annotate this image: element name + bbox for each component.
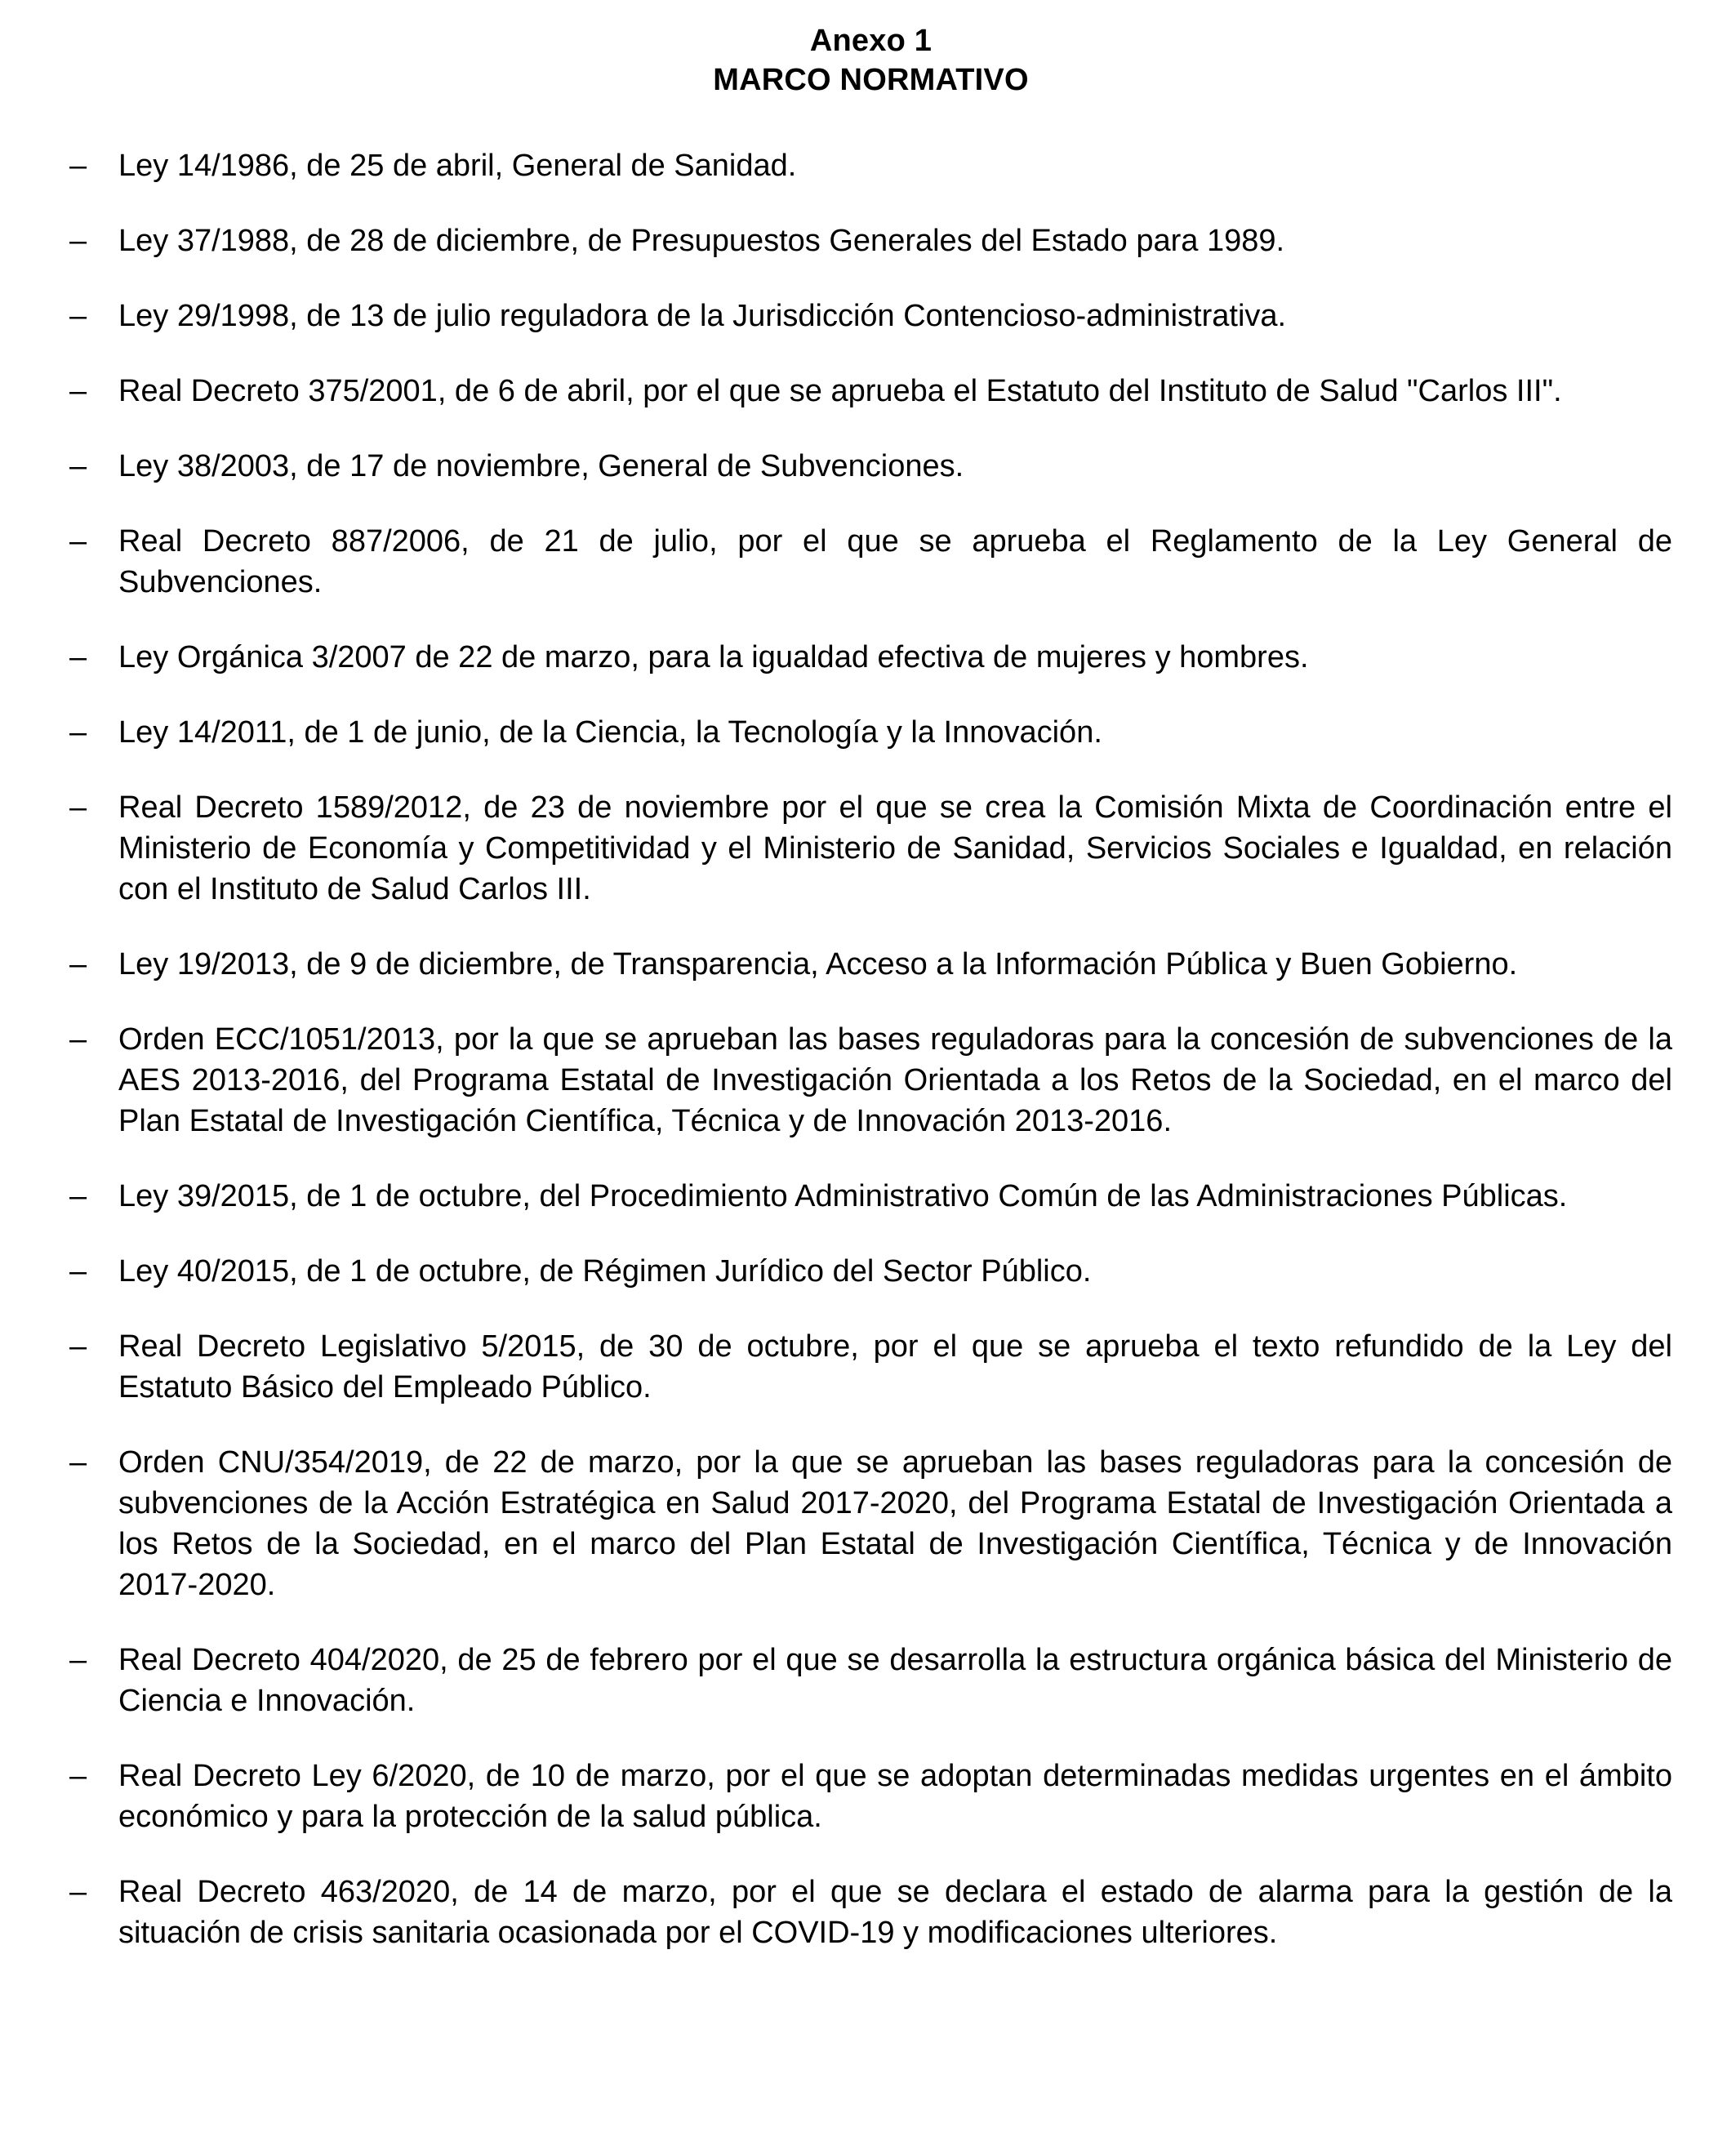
- dash-bullet: –: [69, 224, 87, 258]
- law-text: Real Decreto Ley 6/2020, de 10 de marzo, por el que se adoptan determinadas medidas urgentes en el ámbito económico y para la protección de la salud pública.: [118, 1759, 1672, 1834]
- law-text: Ley 19/2013, de 9 de diciembre, de Transparencia, Acceso a la Información Pública y Buen Gobierno.: [118, 947, 1518, 982]
- list-item: [69, 637, 1672, 678]
- list-item: [69, 1251, 1672, 1292]
- law-text: Ley Orgánica 3/2007 de 22 de marzo, para la igualdad efectiva de mujeres y hombres.: [118, 640, 1309, 674]
- list-item: [69, 296, 1672, 336]
- page-title: MARCO NORMATIVO: [713, 63, 1029, 97]
- dash-bullet: –: [69, 1179, 87, 1213]
- list-item: [69, 1756, 1672, 1837]
- list-item: [69, 145, 1672, 186]
- dash-bullet: –: [69, 1329, 87, 1364]
- dash-bullet: –: [69, 1875, 87, 1909]
- law-text: Real Decreto 375/2001, de 6 de abril, por el que se aprueba el Estatuto del Instituto de Salud "Carlos III".: [118, 374, 1562, 408]
- list-item: [69, 521, 1672, 603]
- law-text: Real Decreto Legislativo 5/2015, de 30 de octubre, por el que se aprueba el texto refundido de la Ley del Estatuto Básico del Empleado Público.: [118, 1329, 1672, 1404]
- dash-bullet: –: [69, 1254, 87, 1289]
- law-text: Ley 40/2015, de 1 de octubre, de Régimen Jurídico del Sector Público.: [118, 1254, 1092, 1289]
- dash-bullet: –: [69, 947, 87, 982]
- dash-bullet: –: [69, 524, 87, 559]
- list-item: [69, 1640, 1672, 1721]
- list-item: [69, 1019, 1672, 1142]
- dash-bullet: –: [69, 299, 87, 333]
- law-text: Ley 14/1986, de 25 de abril, General de Sanidad.: [118, 149, 797, 183]
- dash-bullet: –: [69, 1445, 87, 1480]
- law-text: Real Decreto 404/2020, de 25 de febrero por el que se desarrolla la estructura orgánica básica del Ministerio de Ciencia e Innovación.: [118, 1643, 1672, 1718]
- law-text: Real Decreto 1589/2012, de 23 de noviembre por el que se crea la Comisión Mixta de Coordinación entre el Ministerio de Economía y Competitividad y el Ministerio de Sanidad, Servicios Sociales e Igualdad, en relación con el Instituto de Salud Carlos III.: [118, 790, 1672, 906]
- law-text: Ley 37/1988, de 28 de diciembre, de Presupuestos Generales del Estado para 1989.: [118, 224, 1285, 258]
- list-item: [69, 944, 1672, 985]
- list-item: [69, 446, 1672, 487]
- law-text: Real Decreto 463/2020, de 14 de marzo, por el que se declara el estado de alarma para la gestión de la situación de crisis sanitaria ocasionada por el COVID-19 y modificaciones ulteriores.: [118, 1875, 1672, 1950]
- list-item: [69, 712, 1672, 753]
- list-item: [69, 1176, 1672, 1217]
- dash-bullet: –: [69, 149, 87, 183]
- law-text: Orden CNU/354/2019, de 22 de marzo, por la que se aprueban las bases reguladoras para la concesión de subvenciones de la Acción Estratégica en Salud 2017-2020, del Programa Estatal de Investigación Orientada a los Retos de la Sociedad, en el marco del Plan Estatal de Investigación Científica, Técnica y de Innovación 2017-2020.: [118, 1445, 1672, 1602]
- dash-bullet: –: [69, 640, 87, 674]
- law-text: Orden ECC/1051/2013, por la que se aprueban las bases reguladoras para la concesión de subvenciones de la AES 2013-2016, del Programa Estatal de Investigación Orientada a los Retos de la Sociedad, en el marco del Plan Estatal de Investigación Científica, Técnica y de Innovación 2013-2016.: [118, 1022, 1672, 1138]
- law-list: [69, 145, 1672, 1953]
- dash-bullet: –: [69, 449, 87, 483]
- dash-bullet: –: [69, 1759, 87, 1793]
- dash-bullet: –: [69, 790, 87, 825]
- list-item: [69, 1326, 1672, 1408]
- law-text: Ley 38/2003, de 17 de noviembre, General de Subvenciones.: [118, 449, 964, 483]
- list-item: [69, 220, 1672, 261]
- annex-title: Anexo 1: [809, 24, 933, 58]
- law-text: Ley 39/2015, de 1 de octubre, del Procedimiento Administrativo Común de las Administraciones Públicas.: [118, 1179, 1568, 1213]
- dash-bullet: –: [69, 715, 87, 750]
- list-item: [69, 1442, 1672, 1605]
- list-item: [69, 1872, 1672, 1953]
- list-item: [69, 787, 1672, 910]
- dash-bullet: –: [69, 1022, 87, 1057]
- law-text: Ley 14/2011, de 1 de junio, de la Ciencia, la Tecnología y la Innovación.: [118, 715, 1102, 750]
- document-header: [69, 21, 1672, 100]
- list-item: [69, 371, 1672, 412]
- dash-bullet: –: [69, 374, 87, 408]
- law-text: Ley 29/1998, de 13 de julio reguladora de la Jurisdicción Contencioso-administrativa.: [118, 299, 1287, 333]
- dash-bullet: –: [69, 1643, 87, 1677]
- law-text: Real Decreto 887/2006, de 21 de julio, por el que se aprueba el Reglamento de la Ley General de Subvenciones.: [118, 524, 1672, 599]
